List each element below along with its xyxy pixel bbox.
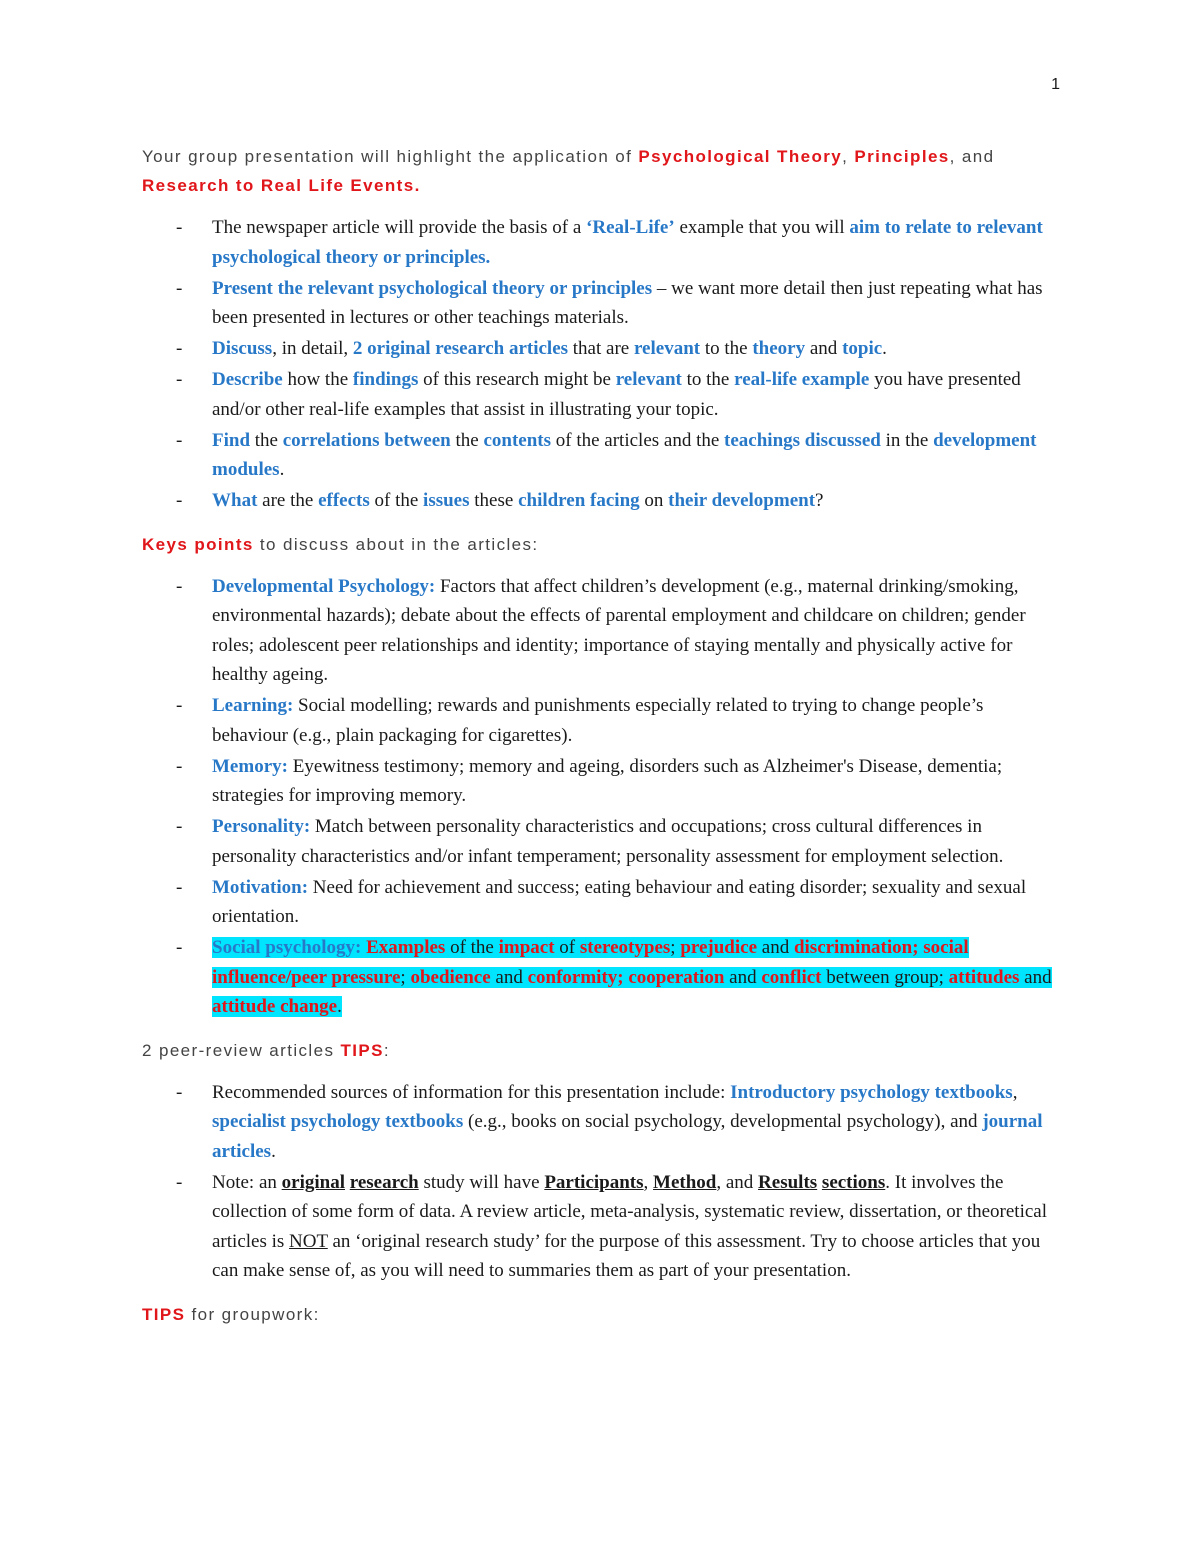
intro-list [142, 213, 1062, 516]
page-number: 1 [1051, 76, 1060, 93]
keys-heading [142, 530, 1062, 559]
peer-list [142, 1078, 1062, 1286]
key-personality: - Personality: Match between personality characteristics and occupations; cross cultural differences in personality characteristics and/or infant temperament; personality assessment for employment selection. [142, 812, 1062, 871]
intro-psych-theory: Psychological Theory [638, 147, 843, 166]
list-item: - Describe how the findings of this research might be relevant to the real-life example you have presented and/or other real-life examples that assist in illustrating your topic. [142, 365, 1062, 424]
list-item: - What are the effects of the issues these children facing on their development? [142, 486, 1062, 516]
key-social-psychology-highlighted: - Social psychology: Examples of the impact of stereotypes; prejudice and discrimination; social influence/peer pressure; obedience and conformity; cooperation and conflict between group; attitudes and attitude change. [142, 933, 1062, 1022]
key-learning: - Learning: Social modelling; rewards and punishments especially related to trying to change people’s behaviour (e.g., plain packaging for cigarettes). [142, 691, 1062, 750]
keys-list [142, 572, 1062, 1022]
intro-text: , [842, 147, 855, 166]
intro-text: , and [949, 147, 995, 166]
peer-heading [142, 1036, 1062, 1065]
list-item: - Recommended sources of information for this presentation include: Introductory psychology textbooks, specialist psychology textbooks (e.g., books on social psychology, developmental psychology), and journal articles. [142, 1078, 1062, 1167]
list-item: - Present the relevant psychological theory or principles – we want more detail then just repeating what has been presented in lectures or other teachings materials. [142, 274, 1062, 333]
list-item: - Find the correlations between the contents of the articles and the teachings discussed in the development modules. [142, 426, 1062, 485]
document-body [142, 142, 1062, 1329]
intro-heading [142, 142, 1062, 200]
intro-principles: Principles [854, 147, 950, 166]
groupwork-heading-red: TIPS [142, 1304, 186, 1324]
list-item: - Note: an original research study will have Participants, Method, and Results sections. It involves the collection of some form of data. A review article, meta-analysis, systematic review, dissertation, or theoretical articles is NOT an ‘original research study’ for the purpose of this assessment. Try to choose articles that you can make sense of, as you will need to summaries them as part of your presentation. [142, 1168, 1062, 1286]
intro-text: Your group presentation will highlight the application of [142, 147, 639, 166]
groupwork-heading [142, 1300, 1062, 1329]
key-memory: - Memory: Eyewitness testimony; memory and ageing, disorders such as Alzheimer's Disease, dementia; strategies for improving memory. [142, 752, 1062, 811]
intro-research: Research to Real Life Events [142, 176, 415, 195]
key-developmental: - Developmental Psychology: Factors that affect children’s development (e.g., maternal drinking/smoking, environmental hazards); debate about the effects of parental employment and childcare on children; gender roles; adolescent peer relationships and identity; importance of staying mentally and physically active for healthy ageing. [142, 572, 1062, 690]
keys-heading-red: Keys points [142, 534, 254, 554]
peer-heading-red: TIPS [340, 1040, 384, 1060]
intro-period: . [414, 176, 421, 195]
peer-heading-colon: : [383, 1040, 390, 1060]
peer-heading-text: 2 peer-review articles [142, 1040, 341, 1060]
key-motivation: - Motivation: Need for achievement and success; eating behaviour and eating disorder; sexuality and sexual orientation. [142, 873, 1062, 932]
groupwork-heading-text: for groupwork: [185, 1304, 320, 1324]
keys-heading-text: to discuss about in the articles: [253, 534, 539, 554]
list-item: - Discuss, in detail, 2 original research articles that are relevant to the theory and topic. [142, 334, 1062, 364]
list-item: - The newspaper article will provide the basis of a ‘Real-Life’ example that you will aim to relate to relevant psychological theory or principles. [142, 213, 1062, 272]
